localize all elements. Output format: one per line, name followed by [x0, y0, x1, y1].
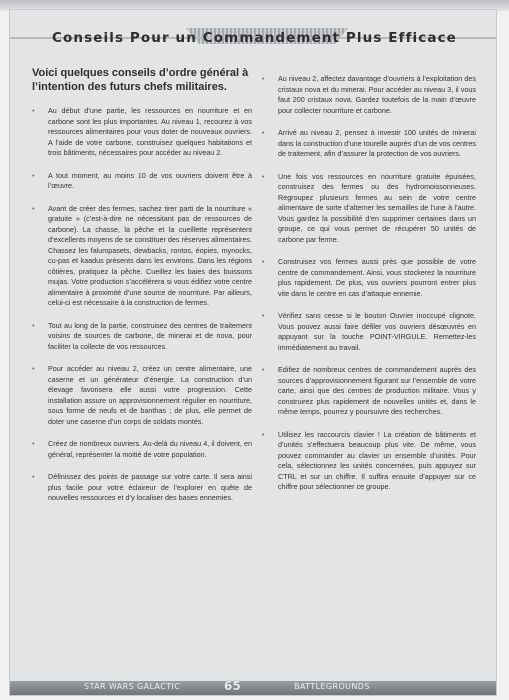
bullet-item: • Arrivé au niveau 2, pensez à investir 100 unités de minerai dans la construction d’une tourelle auprès d’un de vos centres de traitement, afin d’assurer la protection de vos ouvriers. [262, 128, 476, 160]
bullet-item: • Edifiez de nombreux centres de commandement auprès des sources d’approvisionnement figurant sur l’ensemble de votre carte, ainsi que des centres de production militaire. Vous y construirez plus rapidement de nouvelles unités et, dans le même temps, pourrez y poursuivre des recherches. [262, 365, 476, 418]
bullet-item: • Créez de nombreux ouvriers. Au-delà du niveau 4, il doivent, en général, représenter la moitié de votre population. [32, 439, 252, 460]
bullet-item: • Au niveau 2, affectez davantage d’ouvriers à l’exploitation des cristaux nova et du minerai. Pour accéder au niveau 3, il vous faut 200 cristaux nova. Gardez toutefois de la main d’œuvre pour collecter nourriture et carbone. [262, 74, 476, 116]
bullet-item: • Avant de créer des fermes, sachez tirer parti de la nourriture « gratuite » (c’est-à-dire ne nécessitant pas de ressources de carbone). La chasse, la pêche et la cueillette représentent d’excellents moyens de se constituer des réserves alimentaires. Chassez les falumpasets, dewbacks, rontos, éopies, mynocks, cu-pas et kaadus présents dans les environs. Dans les régions côtières, pratiquez la pêche. Cueillez les baies des buissons mujas. Votre production s’accélérera si vous édifiez votre centre alimentaire à proximité d’une source de nourriture. Par ailleurs, celui-ci est nécessaire à la construction de fermes. [32, 204, 252, 309]
right-column [262, 74, 476, 505]
right-bullet-list [262, 74, 476, 493]
left-bullet-list [32, 106, 252, 504]
bullet-item: • Au début d’une partie, les ressources en nourriture et en carbone sont les plus importantes. Au niveau 1, recourez à vos ressources alimentaires pour vous doter de nouveaux ouvriers. A l’aide de votre carbone, construisez quelques habitations et trois bâtiments, nécessaires pour accéder au niveau 2. [32, 106, 252, 159]
page-title: Conseils Pour un Commandement Plus Efficace [52, 30, 457, 46]
bullet-item: • Utilisez les raccourcis clavier ! La création de bâtiments et d’unités s’effectuera beaucoup plus vite. De même, vous pouvez commander au clavier un ensemble d’unités. Pour cela, sélectionnez les unités concernées, puis appuyez sur CTRL et sur un chiffre. Il suffira ensuite d’appuyer sur ce chiffre pour sélectionner ce groupe. [262, 430, 476, 493]
footer-subtitle: BATTLEGROUNDS [294, 682, 370, 691]
bullet-item: • Construisez vos fermes aussi près que possible de votre centre de commandement. Ainsi, vous stockerez la nourriture plus rapidement. De plus, vos ouvriers pourront entrer plus vite dans le centre en cas d’attaque ennemie. [262, 257, 476, 299]
footer-game-title: STAR WARS GALACTIC [84, 682, 181, 691]
bullet-item: • Définissez des points de passage sur votre carte. Il sera ainsi plus facile pour votre éclaireur de l’explorer en quête de nouvelles ressources et d’y localiser des bases ennemies. [32, 472, 252, 504]
bullet-item: • A tout moment, au moins 10 de vos ouvriers doivent être à l’œuvre. [32, 171, 252, 192]
left-column [32, 66, 252, 516]
footer-bar [10, 681, 496, 695]
page-number: 65 [224, 679, 241, 693]
bullet-item: • Pour accéder au niveau 2, créez un centre alimentaire, une caserne et un générateur d’énergie. La construction d’un élevage favorisera elle aussi votre progression. Cette installation assure un approvisionnement régulier en nourriture, sous forme de neufs et de banthas ; de plus, elle permet de doter une caserne d’un corps de soldats montés. [32, 364, 252, 427]
intro-text: Voici quelques conseils d’ordre général à l’intention des futurs chefs militaires. [32, 67, 249, 93]
bullet-item: • Vérifiez sans cesse si le bouton Ouvrier inoccupé clignote. Vous pouvez aussi faire défiler vos ouvriers désœuvrés en appuyant sur la touche POINT-VIRGULE. Remettez-les immédiatement au travail. [262, 311, 476, 353]
bullet-item: • Une fois vos ressources en nourriture gratuite épuisées, construisez des fermes ou des hydromoissonneuses. Regroupez plusieurs fermes au sein de votre centre alimentaire de sorte d’alterner les semailles de l’une à l’autre. Vous gardez la possibilité d’en supprimer certaines dans un groupe, ce qui vous permet de récupérer 50 unités de carbone par ferme. [262, 172, 476, 246]
bullet-item: • Tout au long de la partie, construisez des centres de traitement voisins de sources de carbone, de minerai et de nova, pour faciliter la collecte de vos ressources. [32, 321, 252, 353]
